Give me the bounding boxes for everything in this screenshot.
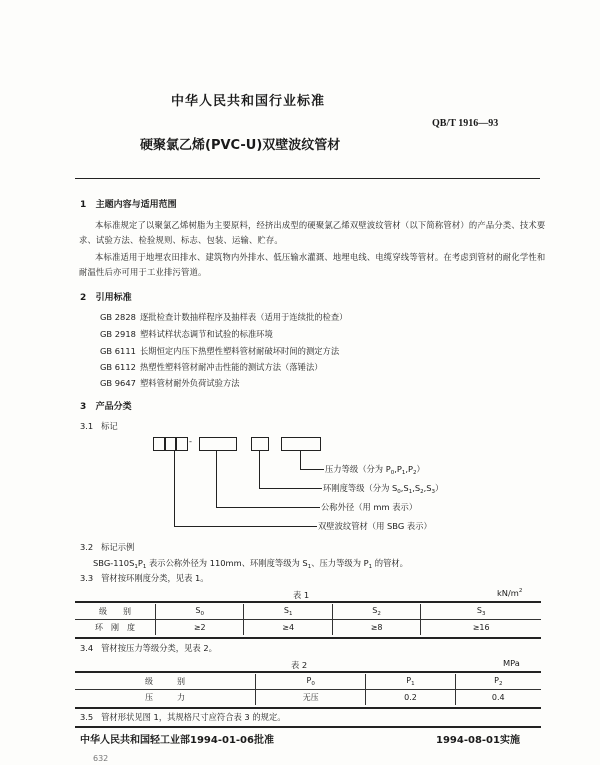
marking-dash: - xyxy=(189,436,192,446)
section-1-heading: 1 主题内容与适用范围 xyxy=(80,200,177,210)
label-nominal-diameter: 公称外径（用 mm 表示） xyxy=(321,502,418,512)
table-cell: ≥2 xyxy=(156,620,244,636)
section-3-3-text: 3.3 管材按环刚度分类，见表 1。 xyxy=(80,573,209,583)
table-cell: $S_1$ xyxy=(244,604,332,620)
table-2 xyxy=(75,674,541,705)
table-2-row-label: 级 别 xyxy=(75,674,256,690)
section-1-paragraph-2: 本标准适用于地埋农田排水、建筑物内外排水、低压输水灌溉、地埋电线、电缆穿线等管材。在考虑到管材的耐化学性和耐温性后亦可用于工业排污管道。 xyxy=(79,252,546,277)
leader-diameter-v xyxy=(216,450,217,507)
table-1-caption: 表 1 xyxy=(293,590,310,600)
table-cell: ≥16 xyxy=(421,620,541,636)
reference-item: GB 6111 长期恒定内压下热塑性塑料管材耐破坏时间的测定方法 xyxy=(100,346,340,356)
marking-box-pressure xyxy=(281,437,321,451)
table-cell: $P_2$ xyxy=(455,674,541,690)
table-row xyxy=(75,690,541,706)
marking-box-diameter xyxy=(199,437,237,451)
table-1-unit: $kN/m^2$ xyxy=(497,588,523,598)
leader-pressure-h xyxy=(300,469,324,470)
table-cell: $S_3$ xyxy=(421,604,541,620)
effective-date: 1994-08-01实施 xyxy=(436,735,520,746)
label-pressure-grade: 压力等级（分为 $P_0,P_1,P_2$） xyxy=(325,464,425,476)
table-2-bottom-rule xyxy=(75,707,541,709)
leader-pressure-v xyxy=(300,450,301,469)
table-cell: $P_0$ xyxy=(256,674,366,690)
standard-code: QB/T 1916—93 xyxy=(432,118,499,129)
table-2-unit: MPa xyxy=(503,658,520,668)
footer-divider xyxy=(75,726,541,728)
table-1-row-label: 环 刚 度 xyxy=(95,623,135,632)
table-2-caption: 表 2 xyxy=(291,660,308,670)
leader-stiffness-h xyxy=(259,488,322,489)
table-1 xyxy=(75,604,541,635)
section-3-1-heading: 3.1 标记 xyxy=(80,421,118,431)
table-cell: $P_1$ xyxy=(366,674,455,690)
table-1-top-rule xyxy=(75,601,541,603)
table-row xyxy=(75,620,541,636)
table-cell: $S_0$ xyxy=(156,604,244,620)
marking-box-type-3 xyxy=(175,437,188,451)
table-row xyxy=(75,604,541,620)
table-cell: 0.4 xyxy=(455,690,541,706)
table-cell: $S_2$ xyxy=(332,604,420,620)
reference-item: GB 6112 热塑性塑料管材耐冲击性能的测试方法（落锤法） xyxy=(100,362,323,372)
label-stiffness-grade: 环刚度等级（分为 $S_0,S_1,S_2,S_3$） xyxy=(323,483,444,495)
table-1-row-label: 级 别 xyxy=(75,604,156,620)
leader-type-h xyxy=(174,526,317,527)
table-cell: 无压 xyxy=(256,690,366,706)
header-divider xyxy=(75,178,540,179)
approval-line: 中华人民共和国轻工业部1994-01-06批准 xyxy=(80,735,274,746)
leader-diameter-h xyxy=(216,507,320,508)
table-cell: ≥8 xyxy=(332,620,420,636)
table-cell: ≥4 xyxy=(244,620,332,636)
marking-box-stiffness xyxy=(251,437,269,451)
reference-item: GB 2918 塑料试样状态调节和试验的标准环境 xyxy=(100,329,273,339)
section-3-5-text: 3.5 管材形状见图 1，其规格尺寸应符合表 3 的规定。 xyxy=(80,712,286,722)
leader-stiffness-v xyxy=(259,450,260,488)
table-2-top-rule xyxy=(75,671,541,673)
reference-item: GB 2828 逐批检查计数抽样程序及抽样表（适用于连续批的检查） xyxy=(100,312,348,322)
section-3-4-text: 3.4 管材按压力等级分类，见表 2。 xyxy=(80,643,217,653)
standard-category: 中华人民共和国行业标准 xyxy=(171,94,326,109)
label-pipe-type: 双壁波纹管材（用 SBG 表示） xyxy=(318,521,432,531)
document-title: 硬聚氯乙烯(PVC-U)双壁波纹管材 xyxy=(140,138,341,153)
table-cell: 0.2 xyxy=(366,690,455,706)
section-3-heading: 3 产品分类 xyxy=(80,402,132,412)
section-3-2-heading: 3.2 标记示例 xyxy=(80,542,135,552)
leader-type-v xyxy=(174,450,175,526)
table-row xyxy=(75,674,541,690)
reference-item: GB 9647 塑料管材耐外负荷试验方法 xyxy=(100,378,240,388)
page-number: 632 xyxy=(93,754,109,763)
section-1-paragraph-1: 本标准规定了以聚氯乙烯树脂为主要原料，经挤出成型的硬聚氯乙烯双壁波纹管材（以下简称管材）的产品分类、技术要求、试验方法、检验规则、标志、包装、运输、贮存。 xyxy=(79,220,546,245)
marking-example: SBG-$110S_1P_1$ 表示公称外径为 110mm、环刚度等级为 $S_1$、压力等级为 $P_1$ 的管材。 xyxy=(93,558,408,570)
table-2-row-label: 压 力 xyxy=(145,693,185,702)
section-2-heading: 2 引用标准 xyxy=(80,293,132,303)
table-1-bottom-rule xyxy=(75,637,541,639)
